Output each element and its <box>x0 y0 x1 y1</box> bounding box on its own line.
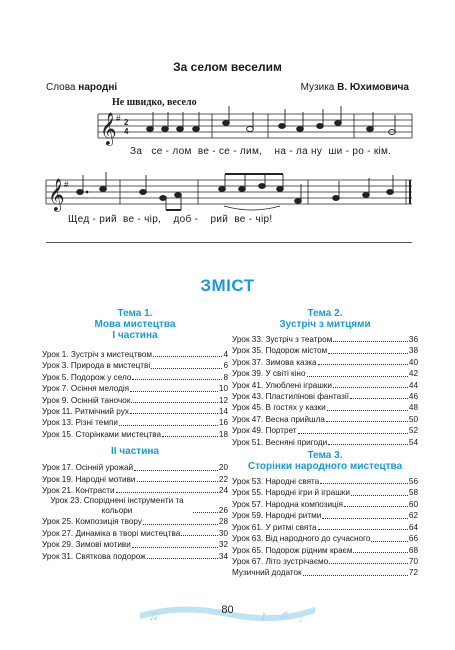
svg-text:#: # <box>64 180 69 189</box>
theme-2-subtitle: Зустріч з митцями <box>279 319 371 330</box>
toc-entry[interactable]: Урок 67. Літо зустрічаємо 70 <box>232 556 418 566</box>
svg-text:2: 2 <box>124 118 129 127</box>
lyrics-line-2: Щед - рий ве - чір, доб - рий ве - чір! <box>68 214 273 225</box>
section-divider <box>46 242 412 243</box>
words-author: народні <box>78 82 118 93</box>
toc-entry[interactable]: Урок 23. Споріднені інструменти та кольори 26 <box>50 496 228 516</box>
svg-text:𝄞: 𝄞 <box>48 178 65 211</box>
toc-entry[interactable]: Урок 45. В гостях у казки 48 <box>232 403 418 413</box>
toc-entry[interactable]: Урок 25. Композиція твору 28 <box>42 517 228 527</box>
toc-entry[interactable]: Урок 55. Народні ігри й іграшки 58 <box>232 488 418 498</box>
svg-text:#: # <box>116 114 121 123</box>
toc-entry[interactable]: Урок 37. Зимова казка 40 <box>232 357 418 367</box>
page-number: 80 <box>221 604 234 616</box>
toc-entry[interactable]: Урок 13. Різні темпи 16 <box>42 418 228 428</box>
toc-entry[interactable]: Урок 35. Подорож містом 38 <box>232 346 418 356</box>
theme-2-title: Тема 2. <box>307 308 343 319</box>
toc-entry[interactable]: Урок 33. Зустріч з театром 36 <box>232 335 418 344</box>
toc-entry[interactable]: Урок 15. Сторінками мистецтва 18 <box>42 429 228 439</box>
theme-1-title: Тема 1. <box>117 308 153 319</box>
lyrics-credit <box>46 82 117 93</box>
music-author: В. Юхимовича <box>337 82 409 93</box>
part-1-heading: I частина <box>112 330 158 341</box>
toc-left-column <box>42 308 228 562</box>
toc-entry[interactable]: Урок 11. Ритмічний рух 14 <box>42 407 228 417</box>
toc-entry[interactable]: Урок 61. У ритмі свята 64 <box>232 522 418 532</box>
theme-3-title: Тема 3. <box>307 450 343 462</box>
part-2-heading: II частина <box>111 446 159 458</box>
toc-entry[interactable]: Урок 1. Зустріч з мистецтвом 4 <box>42 350 228 359</box>
toc-entry[interactable]: Урок 3. Природа в мистецтві 6 <box>42 361 228 371</box>
toc-entry[interactable]: Урок 59. Народні ритми 62 <box>232 511 418 521</box>
toc-entry[interactable]: Урок 53. Народні свята 56 <box>232 477 418 487</box>
toc-entry[interactable]: Урок 21. Контрасти 24 <box>42 486 228 496</box>
toc-entry[interactable]: Урок 5. Подорож у село 8 <box>42 372 228 382</box>
svg-text:♪: ♪ <box>260 607 267 623</box>
toc-entry[interactable]: Урок 51. Весняні пригоди 54 <box>232 437 418 447</box>
music-staff-icon <box>0 106 455 150</box>
svg-text:4: 4 <box>124 127 129 136</box>
music-credit <box>301 82 409 93</box>
toc-heading: ЗМІСТ <box>200 276 255 295</box>
toc-right-column <box>232 308 418 579</box>
svg-text:♬: ♬ <box>280 607 292 621</box>
toc-entry[interactable]: Урок 19. Народні мотиви 22 <box>42 474 228 484</box>
song-title: За селом веселим <box>173 60 282 74</box>
svg-text:♩: ♩ <box>298 611 310 624</box>
words-label: Слова <box>46 82 76 93</box>
svg-text:♫: ♫ <box>148 607 159 623</box>
music-staff-icon <box>0 172 455 216</box>
toc-entry[interactable]: Музичний додаток 72 <box>232 568 418 578</box>
tempo-marking: Не швидко, весело <box>112 97 197 108</box>
svg-text:𝄞: 𝄞 <box>100 112 117 145</box>
toc-entry[interactable]: Урок 17. Осінній урожай 20 <box>42 463 228 473</box>
toc-entry[interactable]: Урок 9. Осінній таночок 12 <box>42 395 228 405</box>
toc-entry[interactable]: Урок 31. Святкова подорож 34 <box>42 551 228 561</box>
theme-1-subtitle: Мова мистецтва <box>94 319 176 330</box>
lyrics-line-1: За се - лом ве - се - лим, на - ла ну ши - ро - кім. <box>130 146 392 157</box>
toc-entry[interactable]: Урок 63. Від народного до сучасного 66 <box>232 534 418 544</box>
toc-entry[interactable]: Урок 7. Осіння мелодія 10 <box>42 384 228 394</box>
theme-3-subtitle: Сторінки народного мистецтва <box>247 461 403 473</box>
toc-entry[interactable]: Урок 57. Народна композиція 60 <box>232 499 418 509</box>
toc-entry[interactable]: Урок 65. Подорож рідним краєм 68 <box>232 545 418 555</box>
toc-entry[interactable]: Урок 27. Динаміка в творі мистецтва 30 <box>42 528 228 538</box>
toc-entry[interactable]: Урок 43. Пластилінові фантазії 46 <box>232 392 418 402</box>
toc-entry[interactable]: Урок 39. У світі кіно 42 <box>232 369 418 379</box>
toc-entry[interactable]: Урок 41. Улюблені іграшки 44 <box>232 380 418 390</box>
toc-entry[interactable]: Урок 49. Портрет 52 <box>232 426 418 436</box>
music-label: Музика <box>300 82 335 93</box>
toc-entry[interactable]: Урок 47. Весна прийшла 50 <box>232 414 418 424</box>
toc-entry[interactable]: Урок 29. Зимові мотиви 32 <box>42 540 228 550</box>
